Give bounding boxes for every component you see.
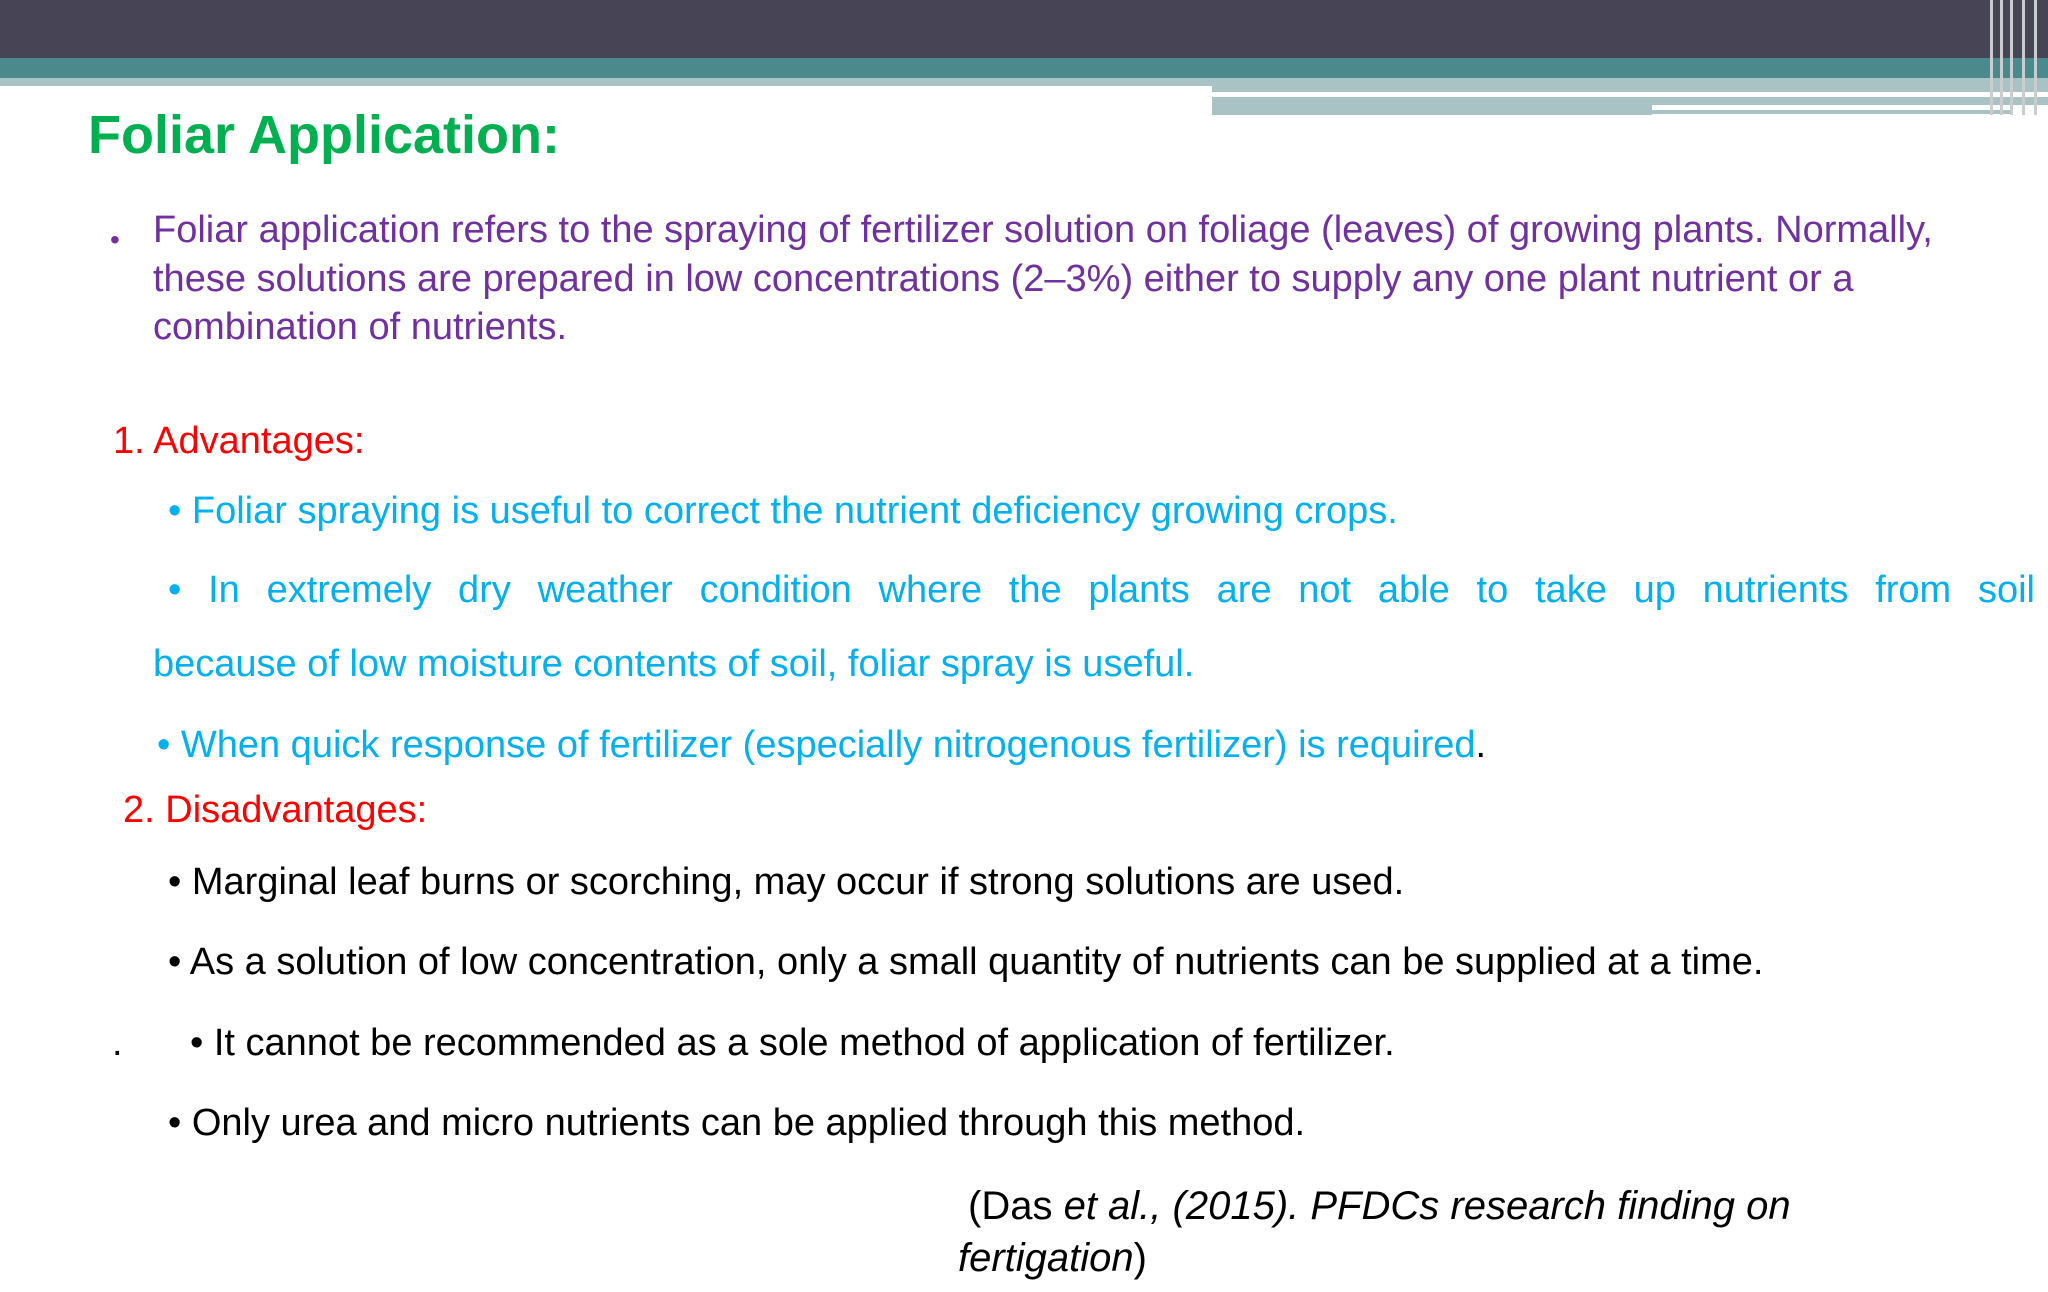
header-band-light-right-tail (1212, 105, 1652, 115)
header-stripe (2010, 0, 2013, 115)
header-band-light-right (1212, 78, 2048, 92)
advantages-heading: 1. Advantages: (113, 420, 365, 462)
disadvantage-item: • Marginal leaf burns or scorching, may occur if strong solutions are used. (168, 861, 1405, 903)
header-band-dark (0, 0, 2048, 58)
disadvantage-item: • It cannot be recommended as a sole method of application of fertilizer. (190, 1022, 1395, 1064)
header-band-light-right-lower (1212, 97, 2048, 105)
citation-close: ) (1133, 1236, 1147, 1280)
advantage-item: • In extremely dry weather condition where the plants are not able to take up nutrients from soil (168, 569, 2035, 611)
intro-paragraph (110, 206, 1990, 352)
disadvantages-heading: 2. Disadvantages: (123, 789, 428, 831)
advantage-item-text: • When quick response of fertilizer (especially nitrogenous fertilizer) is required (157, 724, 1476, 766)
intro-bullet: • (110, 224, 120, 255)
slide-title: Foliar Application: (88, 105, 560, 165)
advantage-item-continued: because of low moisture contents of soil, foliar spray is useful. (153, 643, 1195, 685)
header-stripe (2000, 0, 2003, 115)
header-band-teal (0, 58, 2048, 78)
header-stripe (2034, 0, 2037, 115)
trailing-period: . (1475, 724, 1487, 766)
header-band-light-right-thin (1652, 110, 2012, 114)
citation (958, 1180, 1958, 1284)
header-stripe (1990, 0, 1993, 115)
citation-etal: et al. (1063, 1184, 1151, 1228)
intro-text: Foliar application refers to the spraying of fertilizer solution on foliage (leaves) of growing plants. Normally, these solutions are prepared in low concentrations (2–3%) either to supply any one plant nutrient or a combination of nutrients. (153, 209, 1933, 348)
disadvantage-item: • Only urea and micro nutrients can be applied through this method. (168, 1102, 1306, 1144)
citation-rest: , (2015). PFDCs research finding on fertigation (958, 1184, 1791, 1280)
header-stripe (2022, 0, 2025, 115)
citation-open: (Das (968, 1184, 1064, 1228)
stray-dot: . (112, 1022, 123, 1064)
advantage-item: • Foliar spraying is useful to correct the nutrient deficiency growing crops. (168, 490, 1398, 532)
disadvantage-item: • As a solution of low concentration, only a small quantity of nutrients can be supplied at a time. (168, 941, 1764, 983)
header-band-light (0, 78, 1212, 86)
advantage-item (157, 724, 1486, 767)
